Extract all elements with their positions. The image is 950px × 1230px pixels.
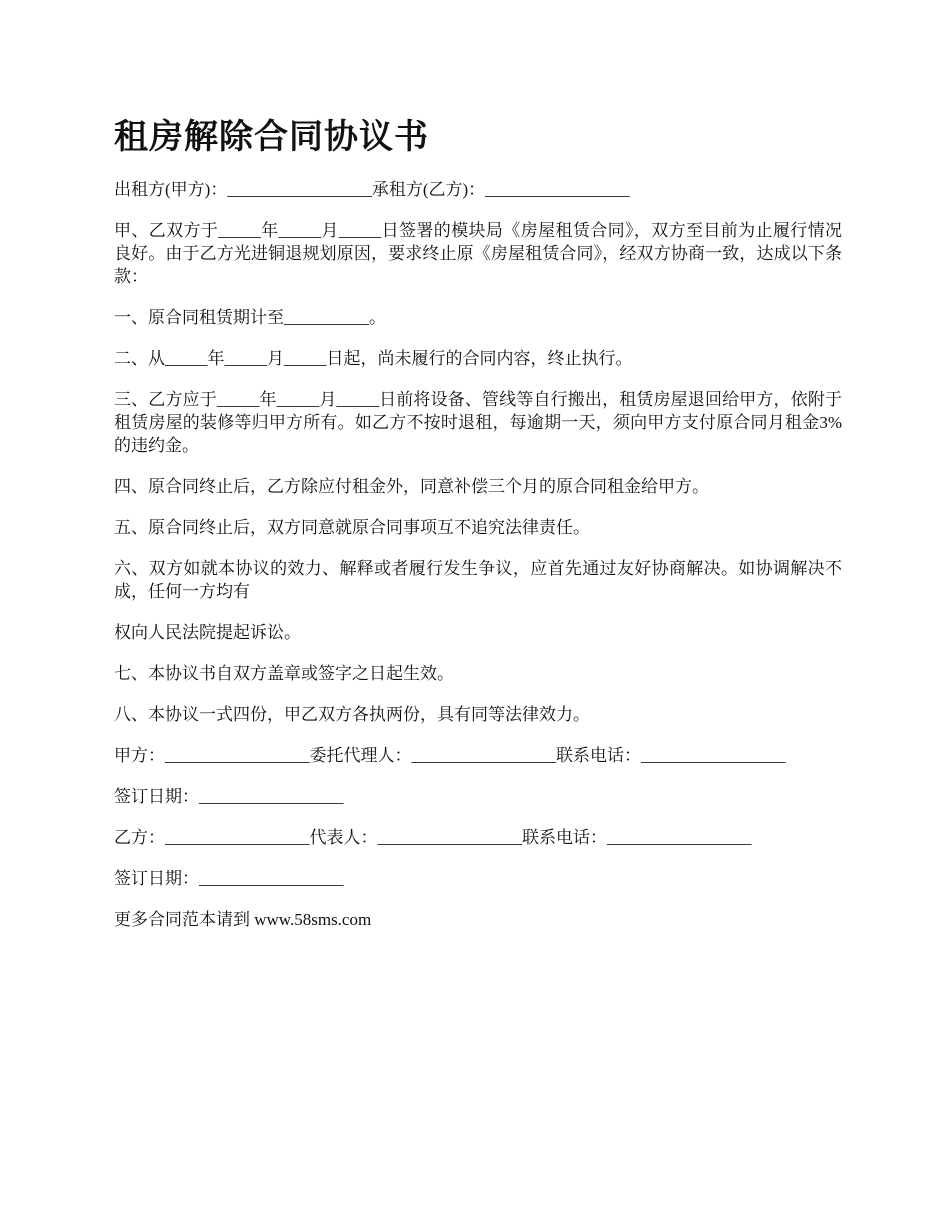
- document-body: [114, 178, 842, 949]
- party-b-signature-line: 乙方：_________________代表人：_________________联系电话：_________________: [114, 828, 752, 847]
- clause-6-continued: 权向人民法院提起诉讼。: [114, 623, 301, 642]
- clause-6: 六、双方如就本协议的效力、解释或者履行发生争议，应首先通过友好协商解决。如协调解决不成，任何一方均有: [114, 559, 842, 601]
- clause-1: 一、原合同租赁期计至__________。: [114, 308, 386, 327]
- intro-paragraph: 甲、乙双方于_____年_____月_____日签署的模块局《房屋租赁合同》，双方至目前为止履行情况良好。由于乙方光进铜退规划原因，要求终止原《房屋租赁合同》，经双方协商一致，达成以下条款：: [114, 221, 842, 286]
- footer-note: 更多合同范本请到 www.58sms.com: [114, 910, 372, 929]
- clause-8: 八、本协议一式四份，甲乙双方各执两份，具有同等法律效力。: [114, 705, 590, 724]
- party-a-sign-date: 签订日期：_________________: [114, 787, 344, 806]
- parties-line: 出租方(甲方)：_________________承租方(乙方)：_________________: [114, 180, 630, 199]
- party-b-sign-date: 签订日期：_________________: [114, 869, 344, 888]
- clause-7: 七、本协议书自双方盖章或签字之日起生效。: [114, 664, 454, 683]
- party-a-signature-line: 甲方：_________________委托代理人：_________________联系电话：_________________: [114, 746, 786, 765]
- clause-4: 四、原合同终止后，乙方除应付租金外，同意补偿三个月的原合同租金给甲方。: [114, 477, 709, 496]
- clause-2: 二、从_____年_____月_____日起，尚未履行的合同内容，终止执行。: [114, 349, 633, 368]
- document-title: 租房解除合同协议书: [114, 117, 429, 157]
- clause-3: 三、乙方应于_____年_____月_____日前将设备、管线等自行搬出，租赁房屋退回给甲方，依附于租赁房屋的装修等归甲方所有。如乙方不按时退租，每逾期一天，须向甲方支付原合同月租金3%的违约金。: [114, 390, 842, 455]
- clause-5: 五、原合同终止后，双方同意就原合同事项互不追究法律责任。: [114, 518, 590, 537]
